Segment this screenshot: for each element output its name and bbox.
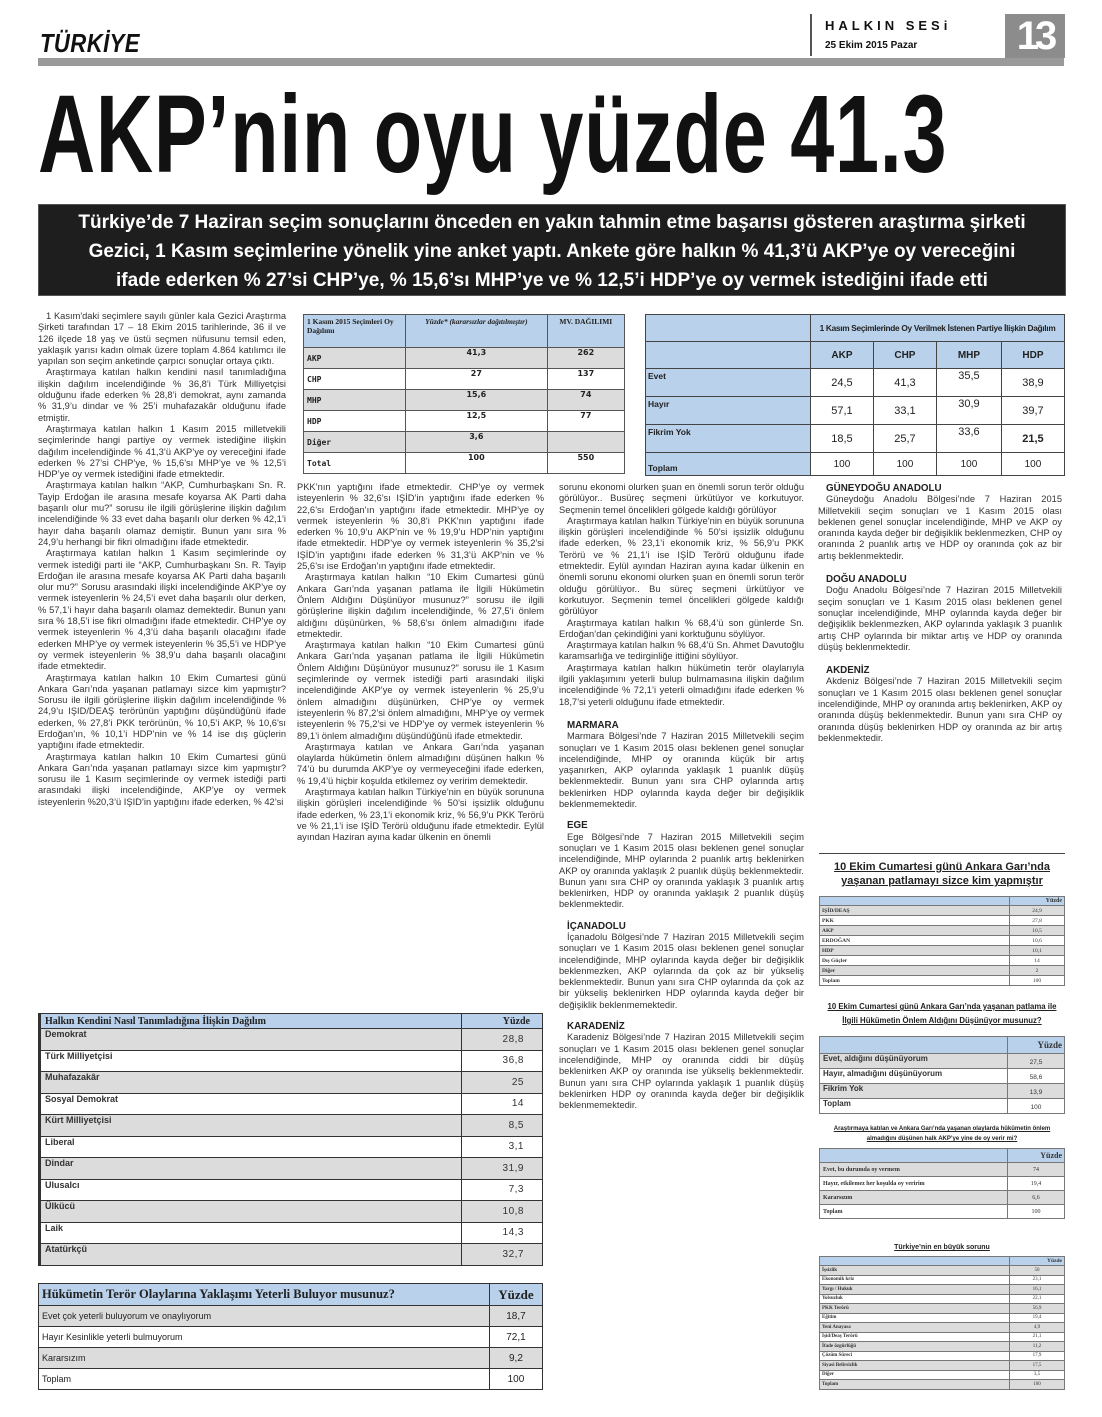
cell-value: 14: [461, 1093, 542, 1115]
self-identification-table: [38, 1013, 543, 1266]
table-row: [646, 425, 1065, 453]
column-header: Yüzde: [461, 1014, 542, 1029]
issue-date: 25 Ekim 2015 Pazar: [825, 40, 918, 51]
row-label: Dindar: [40, 1158, 462, 1180]
table-row: [40, 1072, 543, 1094]
table-row: [40, 1158, 543, 1180]
cell-value: 19,4: [1008, 1177, 1065, 1191]
row-label: Eğitim: [820, 1313, 1010, 1323]
article-column-4: [818, 483, 1062, 744]
cell-value: 30,9: [936, 397, 1001, 425]
row-label: Diğer: [304, 432, 406, 453]
column-header: MV. DAĞILIMI: [547, 315, 624, 348]
table-row: [646, 397, 1065, 425]
cell-value: 13,9: [1008, 1084, 1065, 1099]
region-text: İçanadolu Bölgesi’nde 7 Haziran 2015 Milletvekili seçim sonuçları ve 1 Kasım 2015 olası beklenen genel sonuçlar incelendiğinde, MHP oylarında kayda değer bir değişiklik beklenmezken, AKP oylarında da çok az bir yükseliş beklenmektedir. Bunun yanı sıra CHP oylarında da çok az bir yükseliş beklenirken HDP oylarında kayda değer bir değişiklik beklenmemektedir.: [559, 931, 804, 1010]
table-row: [40, 1093, 543, 1115]
cell-value: 38,9: [1001, 369, 1064, 397]
cell-value: 24,5: [811, 369, 874, 397]
table-row: [820, 966, 1065, 976]
paragraph: Araştırmaya katılan halkın kendini nasıl tanımladığına ilişkin dağılım incelendiğinde % 36,8’i Türk Milliyetçisi olduğunu ifade ederken % 28,8’i demokrat, aynı zamanda % 31,9’u dindar ve % 25’i muhafazakâr olduğunu ifade etmiştir.: [38, 367, 286, 423]
cell-value: 23,1: [1010, 1275, 1065, 1285]
cell-value: 3,1: [461, 1136, 542, 1158]
row-label: Kürt Milliyetçisi: [40, 1115, 462, 1137]
region-heading: KARADENİZ: [567, 1021, 625, 1033]
column-header: MHP: [936, 342, 1001, 369]
cell-value: 10,1: [1010, 946, 1065, 956]
corner-cell: [646, 315, 811, 342]
cell-value: 33,1: [873, 397, 936, 425]
cell-value: 27,5: [1008, 1054, 1065, 1069]
cell-value: 4,9: [1010, 1323, 1065, 1333]
cell-value: 7,3: [461, 1179, 542, 1201]
region-text: Ege Bölgesi’nde 7 Haziran 2015 Milletvekili seçim sonuçları ve 1 Kasım 2015 olası beklenen genel sonuçlar incelendiğinde, MHP oylarında 2 puanlık artış beklenirken AKP oy oranında yaklaşık 2 puanlık düşüş beklenmektedir. Bunun yanı sıra CHP oy oranında yaklaşık 3 puanlık artış beklenirken, HDP oy oranında yaklaşık 2 puanlık düşüş beklenmektedir.: [559, 831, 804, 910]
row-label: Kararsızım: [39, 1348, 490, 1369]
paragraph: Araştırmaya katılan halkın “AKP, Cumhurbaşkanı Sn. R. Tayip Erdoğan ile arasına mesafe koyarsa AK Parti daha başarılı olur mu?” sorusu ile ilgili görüşlerine ilişkin dağılım incelendiğinde % 33 evet daha başarılı olur derken % 42,1’i hayır daha başarılı olamaz demiştir. Bunun yanı sıra % 24,9’u herhangi bir fikri olmadığını ifade etmektedir.: [38, 480, 286, 547]
table-row: [40, 1179, 543, 1201]
row-label: Atatürkçü: [40, 1244, 462, 1266]
cell-value: 6,6: [1008, 1191, 1065, 1205]
table-row: [39, 1369, 543, 1390]
table-title: 10 Ekim Cumartesi günü Ankara Garı’nda yaşanan patlamayı sizce kim yapmıştır: [834, 861, 1050, 887]
headline: AKP’nin oyu yüzde 41.3: [38, 73, 948, 196]
row-label: İşsizlik: [820, 1266, 1010, 1276]
table-row: [304, 432, 625, 453]
row-label: Laik: [40, 1222, 462, 1244]
row-label: Kararsızım: [820, 1191, 1008, 1205]
header-bar: [38, 58, 1064, 66]
table-row: [820, 976, 1065, 986]
paragraph: Araştırmaya katılan halkın hükümetin terör olaylarıyla ilgili yaklaşımını yeterli bulup bulmamasına ilişkin dağılım incelendiğinde % 72,1’i yeterli olmadığını ifade ederken % 18,7’si yeterli olduğunu ifade etmektedir.: [559, 662, 804, 707]
table-row: [646, 369, 1065, 397]
paragraph: Araştırmaya katılan halkın 1 Kasım seçimlerinde oy vermek istediği parti ile “AKP, Cumhurbaşkanı Sn. R. Tayip Erdoğan ile arasına mesafe koyarsa AK Parti daha başarılı olur mu?” Sorusu arasındaki ilişki incelendiğinde AKP’ye oy vermek isteyenlerin % 24,5’i evet daha başarılı olur derken, % 57,1’i hayır daha başarılı olamaz demektedir. Bunun yanı sıra % 18,5’i ise fikri olmadığını ifade etmektedir. CHP’ye oy vermek isteyenlerin % 4,3’ü daha başarılı olacağını ifade ederken MHP’ye oy vermek isteyenlerin % 35,5’i ve HDP’ye oy vermek isteyenlerin % 38,9’u daha başarılı olacağını ifade etmektedir.: [38, 548, 286, 672]
cell-value: 28,8: [461, 1029, 542, 1051]
cell-value: 14: [1010, 956, 1065, 966]
cell-value: 8,5: [461, 1115, 542, 1137]
cell-value: 33,6: [936, 425, 1001, 453]
cell-value: 3,6: [406, 432, 548, 453]
row-label: Toplam: [820, 1380, 1010, 1390]
cell-value: 25,7: [873, 425, 936, 453]
table-row: [304, 390, 625, 411]
row-label: Hayır, etkilemez her koşulda oy veririm: [820, 1177, 1008, 1191]
table-title: Türkiye’nin en büyük sorunu: [894, 1244, 990, 1251]
cell-value: 36,8: [461, 1050, 542, 1072]
article-column-1: [38, 311, 286, 808]
cell-value: 10,5: [1010, 926, 1065, 936]
corner-cell: [646, 342, 811, 369]
cell-value: 100: [1010, 976, 1065, 986]
table-row: [820, 1304, 1065, 1314]
row-label: Demokrat: [40, 1029, 462, 1051]
table-row: [820, 926, 1065, 936]
column-header: Yüzde: [1008, 1149, 1065, 1163]
table-row: [304, 411, 625, 432]
row-label: PKK: [820, 916, 1010, 926]
row-label: Dış Güçler: [820, 956, 1010, 966]
row-label: Evet, aldığını düşünüyorum: [820, 1054, 1008, 1069]
cell-value: 41,3: [406, 348, 548, 369]
row-label: Toplam: [820, 1099, 1008, 1114]
cell-value: 18,5: [811, 425, 874, 453]
row-label: Işid/Deaş Terörü: [820, 1332, 1010, 1342]
table-row: [820, 916, 1065, 926]
cell-value: 550: [547, 453, 624, 474]
row-label: Ekonomik kriz: [820, 1275, 1010, 1285]
lead-summary: [38, 204, 1066, 296]
region-heading: EGE: [567, 820, 588, 832]
row-label: Evet çok yeterli buluyorum ve onaylıyorum: [39, 1306, 490, 1327]
cell-value: 31,9: [461, 1158, 542, 1180]
row-label: Hayır: [646, 397, 811, 425]
paragraph: 1 Kasım'daki seçimlere sayılı günler kala Gezici Araştırma Şirketi tarafından 17 – 18 Ekim 2015 tarihlerinde, 36 il ve 126 ilçede 18 yaş ve üstü seçmen nüfusunu temsil eden, yaklaşık yarısı kadın olmak üzere toplam 4.864 katılımcı ile yapılan son seçim anketinde çarpıcı sonuçlar ortaya çıktı.: [38, 311, 286, 367]
cell-value: 56,9: [1010, 1304, 1065, 1314]
table-row: [820, 1177, 1065, 1191]
row-label: Fikrim Yok: [820, 1084, 1008, 1099]
table-row: [820, 1069, 1065, 1084]
table-row: [820, 1054, 1065, 1069]
cell-value: 10,6: [1010, 936, 1065, 946]
region-text: Güneydoğu Anadolu Bölgesi’nde 7 Haziran 2015 Milletvekili seçim sonuçları ve 1 Kasım 2015 olası beklenen genel sonuçlar incelendiğinde, MHP ve AKP oy oranında kayda değer bir değişiklik beklenmezken, CHP oy oranında 2 puanlık artış ve HDP oy oranında çok az bir artış beklenmektedir.: [818, 494, 1062, 561]
table-row: [820, 1099, 1065, 1114]
row-label: Sosyal Demokrat: [40, 1093, 462, 1115]
paragraph: Araştırmaya katılan halkın % 68,4’ü Sn. Ahmet Davutoğlu karamsarlığa ve tedirginliğe ittiğini söylüyor.: [559, 640, 804, 662]
cell-value: 24,9: [1010, 906, 1065, 916]
lead-line: Gezici, 1 Kasım seçimlerine yönelik yine anket yaptı. Ankete göre halkın % 41,3’ü AKP’ye oy vereceğini: [88, 241, 1016, 262]
vote-distribution-table: [303, 314, 625, 474]
cell-value: 100: [1008, 1205, 1065, 1219]
row-label: Fikrim Yok: [646, 425, 811, 453]
table-row: [304, 348, 625, 369]
cell-value: 19,4: [1010, 1313, 1065, 1323]
row-label: Ulusalcı: [40, 1179, 462, 1201]
row-label: Toplam: [39, 1369, 490, 1390]
table-row: [820, 1380, 1065, 1390]
region-heading: AKDENİZ: [826, 665, 870, 677]
corner-cell: [820, 1149, 1008, 1163]
column-header: Yüzde: [1008, 1037, 1065, 1054]
column-header: Yüzde: [489, 1284, 542, 1306]
row-label: Çözüm Süreci: [820, 1351, 1010, 1361]
section-title: TÜRKİYE: [40, 28, 140, 58]
cell-value: 100: [811, 453, 874, 476]
cell-value: 14,3: [461, 1222, 542, 1244]
table-row: [820, 1361, 1065, 1371]
column-divider: [819, 853, 1065, 854]
region-text: Doğu Anadolu Bölgesi’nde 7 Haziran 2015 Milletvekili seçim sonuçları ve 1 Kasım 2015 olası beklenen genel sonuçlar incelendiğinde, MHP oylarında kayda değer bir değişiklik beklenmezken, AKP oylarında yaklaşık 3 puanlık artış CHP oylarında bir miktar artış ve HDP oy oranında düşüş beklenmektedir.: [818, 585, 1062, 652]
cell-value: 100: [1008, 1099, 1065, 1114]
row-label: Evet, bu durumda oy vermem: [820, 1163, 1008, 1177]
column-header: Yüzde* (kararsızlar dağıtılmıştır): [406, 315, 548, 348]
table-row: [646, 453, 1065, 476]
page-number: 13: [1005, 14, 1065, 58]
cell-value: 2: [1010, 966, 1065, 976]
cell-value: 17,9: [1010, 1351, 1065, 1361]
row-label: MHP: [304, 390, 406, 411]
cell-value: 27,8: [1010, 916, 1065, 926]
cell-value: 58,6: [1008, 1069, 1065, 1084]
table-row: [820, 1351, 1065, 1361]
paragraph: sorunu ekonomi olurken şuan en önemli sorun terör olduğu görülüyor.. Busüreç seçmeni ürkütüyor ve korkutuyor. Seçmenin temel öncelikleri gölgede kaldığı görülüyor: [559, 482, 804, 515]
paragraph: Araştırmaya katılan halkın 10 Ekim Cumartesi günü Ankara Garı’nda yaşanan patlamayı sizce kim yapmıştır? sorusu ile 1 Kasım seçimlerinde oy vermek istediği parti arasındaki ilişki incelendiğinde, AKP’ye oy vermek isteyenlerin %20,3’ü IŞID’in yaptığını ifade ederken, % 42’si: [38, 751, 286, 807]
table-row: [39, 1327, 543, 1348]
region-heading: DOĞU ANADOLU: [826, 574, 907, 586]
table-row: [820, 1266, 1065, 1276]
table-row: [40, 1222, 543, 1244]
region-text: Marmara Bölgesi’nde 7 Haziran 2015 Milletvekili seçim sonuçları ve 1 Kasım 2015 olası beklenen genel sonuçlar incelendiğinde, MHP oy oranında küçük bir artış yaşanırken, AKP oylarında yaklaşık 1 puanlık düşüş beklenmektedir. Bunun yanı sıra CHP oylarında artış beklenirken HDP oylarında kayda değer bir değişiklik beklenmemektedir.: [559, 731, 804, 810]
row-label: Toplam: [646, 453, 811, 476]
row-label: İfade özgürlüğü: [820, 1342, 1010, 1352]
paragraph: Araştırmaya katılan halkın % 68,4’ü son günlerde Sn. Erdoğan’dan çekindiğini yani korktuğunu söylüyor.: [559, 617, 804, 639]
table-row: [39, 1348, 543, 1369]
table-row: [820, 1163, 1065, 1177]
row-label: Toplam: [820, 976, 1010, 986]
table-row: [820, 1191, 1065, 1205]
paragraph: Araştırmaya katılan halkın Türkiye’nin en büyük sorununa ilişkin görüşleri incelendiğinde % 50’si işsizlik olduğunu ifade ederken, % 23,1’i ekonomik kriz, % 56,9’u PKK Terörü ve % 21,1’i ise IŞİD Terörü olduğunu ifade etmektedir. Eylül ayından Haziran ayına kadar ülkenin en önemli sorunu ekonomi olurken şuan en önemli sorun terör olduğu görülüyor.. Bu süreç seçmeni ürkütüyor ve korkutuyor. Seçmenin temel öncelikleri gölgede kaldığı görülüyor: [559, 515, 804, 617]
table-row: [820, 1205, 1065, 1219]
table-row: [40, 1115, 543, 1137]
cell-value: 21,5: [1001, 425, 1064, 453]
corner-cell: [820, 1037, 1008, 1054]
row-label: Ülkücü: [40, 1201, 462, 1223]
row-label: IŞİD/DEAŞ: [820, 906, 1010, 916]
row-label: AKP: [304, 348, 406, 369]
table-row: [820, 1084, 1065, 1099]
table-row: [820, 1275, 1065, 1285]
row-label: Muhafazakâr: [40, 1072, 462, 1094]
region-heading: MARMARA: [567, 719, 619, 731]
cell-value: 74: [547, 390, 624, 411]
column-header: Yüzde: [1010, 897, 1065, 906]
paragraph: Araştırmaya katılan ve Ankara Garı’nda yaşanan olaylarda hükümetin önlem almadığını düşünen halkın % 74’ü bu durumda AKP’ye oy vermeyeceğini ifade ederken, % 19,4’ü hiçbir koşulda etkilemez oy veririm demektedir.: [297, 741, 544, 786]
table-title: 1 Kasım Seçimlerinde Oy Verilmek İstenen Partiye İlişkin Dağılım: [811, 315, 1065, 342]
lead-line: Türkiye’de 7 Haziran seçim sonuçlarını önceden en yakın tahmin etme başarısı gösteren araştırma şirketi: [78, 212, 1026, 233]
cell-value: 9,2: [489, 1348, 542, 1369]
row-label: Total: [304, 453, 406, 474]
table-row: [40, 1050, 543, 1072]
precaution-table: [819, 1036, 1065, 1114]
paper-name: HALKIN SESi: [825, 18, 952, 33]
row-label: Liberal: [40, 1136, 462, 1158]
cell-value: 11,2: [1010, 1342, 1065, 1352]
table-title: 10 Ekim Cumartesi günü Ankara Garı’nda yaşanan patlama ile İlgili Hükümetin Önlem Aldığını Düşünüyor musunuz?: [827, 1002, 1057, 1025]
cell-value: 100: [1010, 1380, 1065, 1390]
region-heading: İÇANADOLU: [567, 920, 626, 932]
table-row: [820, 1294, 1065, 1304]
cell-value: 100: [873, 453, 936, 476]
table-title: Araştırmaya katılan ve Ankara Garı’nda yaşanan olaylarda hükümetin önlem almadığını düşünen halk AKP’ye yine de oy verir mi?: [833, 1126, 1051, 1142]
paragraph: Araştırmaya katılan halkın 10 Ekim Cumartesi günü Ankara Garı’nda yaşanan patlamayı sizce kim yapmıştır? Sorusu ile ilgili görüşlerine ilişkin dağılım incelendiğinde % 24,9’u IŞID/DEAŞ terörünün yaptığını düşündüğünü ifade ederken, % 27,8’i PKK terörünün, % 10,5’i AKP, % 10,6’sı Erdoğan’ın, % 10,1’i HDP’nin ve % 14 ise dış güçlerin yaptığını ifade etmektedir.: [38, 672, 286, 751]
table-row: [820, 936, 1065, 946]
cell-value: 262: [547, 348, 624, 369]
row-label: Toplam: [820, 1205, 1008, 1219]
paragraph: Araştırmaya katılan halkın 1 Kasım 2015 milletvekili seçimlerinde hangi partiye oy vermek istediğine ilişkin dağılım incelendiğinde % 41,3’ü AKP’ye oy vereceğini ifade ederken % 27’si CHP’ye, % 15,6’sı MHP’ye ve % 12,5’i HDP’ye oy vermek istediğini ifade etmektedir.: [38, 423, 286, 480]
cell-value: 15,6: [406, 390, 548, 411]
region-text: Karadeniz Bölgesi’nde 7 Haziran 2015 Milletvekili seçim sonuçları ve 1 Kasım 2015 olası beklenen genel sonuçlar incelendiğinde, MHP oy oranında ciddi bir düşüş beklenirken AKP oy oranında ise yükseliş beklenmektedir. Bunun yanı sıra CHP oylarında yaklaşık 1 puanlık düşüş beklenirken HDP oy oranında kayda değer bir değişiklik beklenmemektedir.: [559, 1032, 804, 1111]
table-row: [40, 1201, 543, 1223]
table-row: [820, 956, 1065, 966]
region-heading: GÜNEYDOĞU ANADOLU: [826, 483, 942, 494]
column-header: HDP: [1001, 342, 1064, 369]
row-label: Siyasi Belirsizlik: [820, 1361, 1010, 1371]
row-label: PKK Terörü: [820, 1304, 1010, 1314]
table-row: [39, 1306, 543, 1327]
cell-value: 32,7: [461, 1244, 542, 1266]
row-label: Evet: [646, 369, 811, 397]
table-row: [820, 1370, 1065, 1380]
paragraph: Araştırmaya katılan halkın “10 Ekim Cumartesi günü Ankara Garı’nda yaşanan patlama ile İlgili Hükümetin Önlem Aldığını Düşünüyor musunuz?” sorusu ile ilgili görüşlerine ilişkin dağılım incelendiğinde, % 27,5’i önlem aldığını düşünürken, % 58,6’sı önlem almadığını ifade etmektedir.: [297, 572, 544, 639]
cell-value: [547, 432, 624, 453]
table-row: [304, 453, 625, 474]
akp-vote-table: [819, 1148, 1065, 1219]
table-row: [820, 906, 1065, 916]
row-label: Türk Milliyetçisi: [40, 1050, 462, 1072]
table-row: [820, 1313, 1065, 1323]
row-label: Yeni Anayasa: [820, 1323, 1010, 1333]
cell-value: 22,1: [1010, 1294, 1065, 1304]
table-title: 1 Kasım 2015 Seçimleri Oy Dağılımı: [304, 315, 406, 348]
cell-value: 16,1: [1010, 1285, 1065, 1295]
row-label: AKP: [820, 926, 1010, 936]
cell-value: 77: [547, 411, 624, 432]
table-row: [40, 1029, 543, 1051]
cell-value: 25: [461, 1072, 542, 1094]
article-column-3: [559, 482, 804, 1111]
cell-value: 137: [547, 369, 624, 390]
row-label: Yargı / Hukuk: [820, 1285, 1010, 1295]
paragraph: PKK’nın yaptığını ifade etmektedir. CHP’ye oy vermek isteyenlerin % 32,6’sı IŞİD’in yaptığını ifade ederken % 22,6’sı Erdoğan’ın yaptığını ifade etmektedir. MHP’ye oy vermek isteyenlerin % 30,8’i PKK’nın yaptığını ifade ederken % 10,9’u AKP’nin ve % 19,9’u HDP’nin yaptığını ifade etmektedir. HDP’ye oy vermek isteyenlerin % 35,2’si IŞİD’in yaptığını ifade ederken % 31,3’ü AKP’nin ve % 25,6’sı ise Erdoğan’ın yaptığını ifade etmektedir.: [297, 482, 544, 572]
table-row: [40, 1136, 543, 1158]
table-row: [820, 1332, 1065, 1342]
table-title: Hükümetin Terör Olaylarına Yaklaşımı Yeterli Buluyor musunuz?: [39, 1284, 490, 1306]
row-label: Diğer: [820, 966, 1010, 976]
column-header: AKP: [811, 342, 874, 369]
corner-cell: [820, 897, 1010, 906]
paragraph: Araştırmaya katılan halkın “10 Ekim Cumartesi günü Ankara Garı’nda yaşanan patlama ile İlgili Hükümetin Önlem Aldığını Düşünüyor musunuz?” sorusu ile 1 Kasım seçimlerinde oy vermek istediği parti arasındaki ilişki incelendiğinde AKP’ye oy vermek isteyenlerin % 25,9’u önlem almadığını düşünürken, CHP’ye oy vermek isteyenlerin % 87,2’si önlem almadığını, MHP’ye oy vermek isteyenlerin % 75,2’si ve HDP’ye oy vermek isteyenlerin % 89,1’i önlem almadığını düşündüğünü ifade etmektedir.: [297, 640, 544, 741]
article-column-2: [297, 482, 544, 844]
table-title: Halkın Kendini Nasıl Tanımladığına İlişkin Dağılım: [40, 1014, 462, 1029]
corner-cell: [820, 1257, 1010, 1266]
row-label: Hayır Kesinlikle yeterli bulmuyorum: [39, 1327, 490, 1348]
column-header: Yüzde: [1010, 1257, 1065, 1266]
row-label: Diğer: [820, 1370, 1010, 1380]
cell-value: 10,8: [461, 1201, 542, 1223]
cell-value: 41,3: [873, 369, 936, 397]
cell-value: 72,1: [489, 1327, 542, 1348]
table-row: [820, 1285, 1065, 1295]
cell-value: 74: [1008, 1163, 1065, 1177]
row-label: HDP: [304, 411, 406, 432]
government-approach-table: [38, 1283, 543, 1390]
lead-line: ifade ederken % 27’si CHP’ye, % 15,6’sı MHP’ye ve % 12,5’i HDP’ye oy vermek istediğini ifade etti: [116, 270, 988, 291]
bombing-responsibility-table: [819, 896, 1065, 986]
table-row: [820, 1323, 1065, 1333]
biggest-problem-table: [819, 1256, 1065, 1390]
cell-value: 100: [406, 453, 548, 474]
row-label: HDP: [820, 946, 1010, 956]
cell-value: 18,7: [489, 1306, 542, 1327]
column-header: CHP: [873, 342, 936, 369]
cell-value: 12,5: [406, 411, 548, 432]
row-label: CHP: [304, 369, 406, 390]
table-row: [820, 1342, 1065, 1352]
cell-value: 39,7: [1001, 397, 1064, 425]
cell-value: 100: [936, 453, 1001, 476]
table-row: [304, 369, 625, 390]
region-text: Akdeniz Bölgesi’nde 7 Haziran 2015 Milletvekili seçim sonuçları ve 1 Kasım 2015 olası beklenen genel sonuçlar incelendiğinde, MHP oy oranında artış beklenirken, AKP oy oranında düşüş beklenmektedir. Bunun yanı sıra CHP oy oranında düşüş beklenirken HDP oy oranında az bir artış beklenmektedir.: [818, 676, 1062, 743]
row-label: Hayır, almadığını düşünüyorum: [820, 1069, 1008, 1084]
party-cross-table: [645, 314, 1065, 476]
paragraph: Araştırmaya katılan halkın Türkiye’nin en büyük sorununa ilişkin görüşleri incelendiğinde % 50’si işsizlik olduğunu ifade ederken, % 23,1’i ekonomik kriz, % 56,9’u PKK Terörü ve % 21,1’i ise IŞİD Terörü olduğunu ifade etmektedir. Eylül ayından Haziran ayına kadar ülkenin en önemli: [297, 787, 544, 843]
cell-value: 100: [1001, 453, 1064, 476]
cell-value: 100: [489, 1369, 542, 1390]
cell-value: 3,5: [1010, 1370, 1065, 1380]
cell-value: 21,1: [1010, 1332, 1065, 1342]
row-label: ERDOĞAN: [820, 936, 1010, 946]
cell-value: 50: [1010, 1266, 1065, 1276]
table-row: [820, 946, 1065, 956]
cell-value: 35,5: [936, 369, 1001, 397]
row-label: Yolsuzluk: [820, 1294, 1010, 1304]
cell-value: 27: [406, 369, 548, 390]
cell-value: 57,1: [811, 397, 874, 425]
table-row: [40, 1244, 543, 1266]
cell-value: 17,5: [1010, 1361, 1065, 1371]
